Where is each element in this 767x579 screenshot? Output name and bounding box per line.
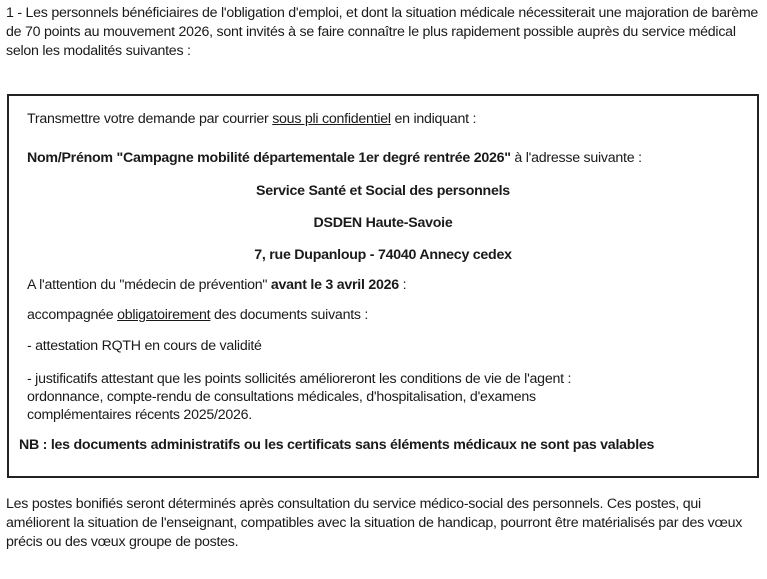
confidential-emphasis: sous pli confidentiel: [272, 111, 391, 127]
transmit-text: Transmettre votre demande par courrier: [27, 111, 273, 127]
document-item-justificatifs-2: ordonnance, compte-rendu de consultations médicales, d'hospitalisation, d'examens: [27, 389, 536, 405]
mandatory-emphasis: obligatoirement: [117, 307, 211, 323]
accomp-text-end: des documents suivants :: [210, 307, 369, 323]
transmit-instruction: [27, 110, 476, 129]
instructions-box: [7, 94, 759, 478]
outro-paragraph: Les postes bonifiés seront déterminés après consultation du service médico-social des personnels. Ces postes, qui améliorent la situation de l'enseignant, compatibles avec la situation de handicap, pourront être matérialisés par des vœux précis ou des vœux groupe de postes.: [6, 496, 743, 550]
address-line-2: [9, 214, 757, 233]
address-line-3: [9, 246, 757, 265]
attention-text: A l'attention du "médecin de prévention": [27, 277, 271, 293]
subject-text-end: à l'adresse suivante :: [510, 150, 642, 166]
deadline: avant le 3 avril 2026: [270, 277, 399, 293]
subject-instruction: [27, 149, 642, 168]
subject-label: Nom/Prénom "Campagne mobilité départementale 1er degré rentrée 2026": [27, 150, 511, 166]
attention-text-end: :: [398, 277, 407, 293]
address-service: Service Santé et Social des personnels: [256, 183, 510, 199]
address-street: 7, rue Dupanloup - 74040 Annecy cedex: [254, 247, 512, 263]
accompaniment-line: [27, 306, 368, 325]
attention-line: [27, 276, 406, 295]
address-org: DSDEN Haute-Savoie: [313, 215, 453, 231]
accomp-text: accompagnée: [27, 307, 118, 323]
document-item-justificatifs-3: complémentaires récents 2025/2026.: [27, 407, 252, 423]
transmit-text-end: en indiquant :: [390, 111, 477, 127]
address-line-1: [9, 182, 757, 201]
intro-paragraph: 1 - Les personnels bénéficiaires de l'obligation d'emploi, et dont la situation médicale nécessiterait une majoration de barème de 70 points au mouvement 2026, sont invités à se faire connaître le plus rapidement possible auprès du service médical selon les modalités suivantes :: [6, 5, 759, 59]
document-item-justificatifs-1: - justificatifs attestant que les points sollicités amélioreront les conditions de vie de l'agent :: [27, 371, 572, 387]
document-item-rqth: - attestation RQTH en cours de validité: [27, 338, 262, 354]
nb-note: [19, 436, 654, 455]
nb-text: NB : les documents administratifs ou les certificats sans éléments médicaux ne sont pas valables: [19, 437, 655, 453]
